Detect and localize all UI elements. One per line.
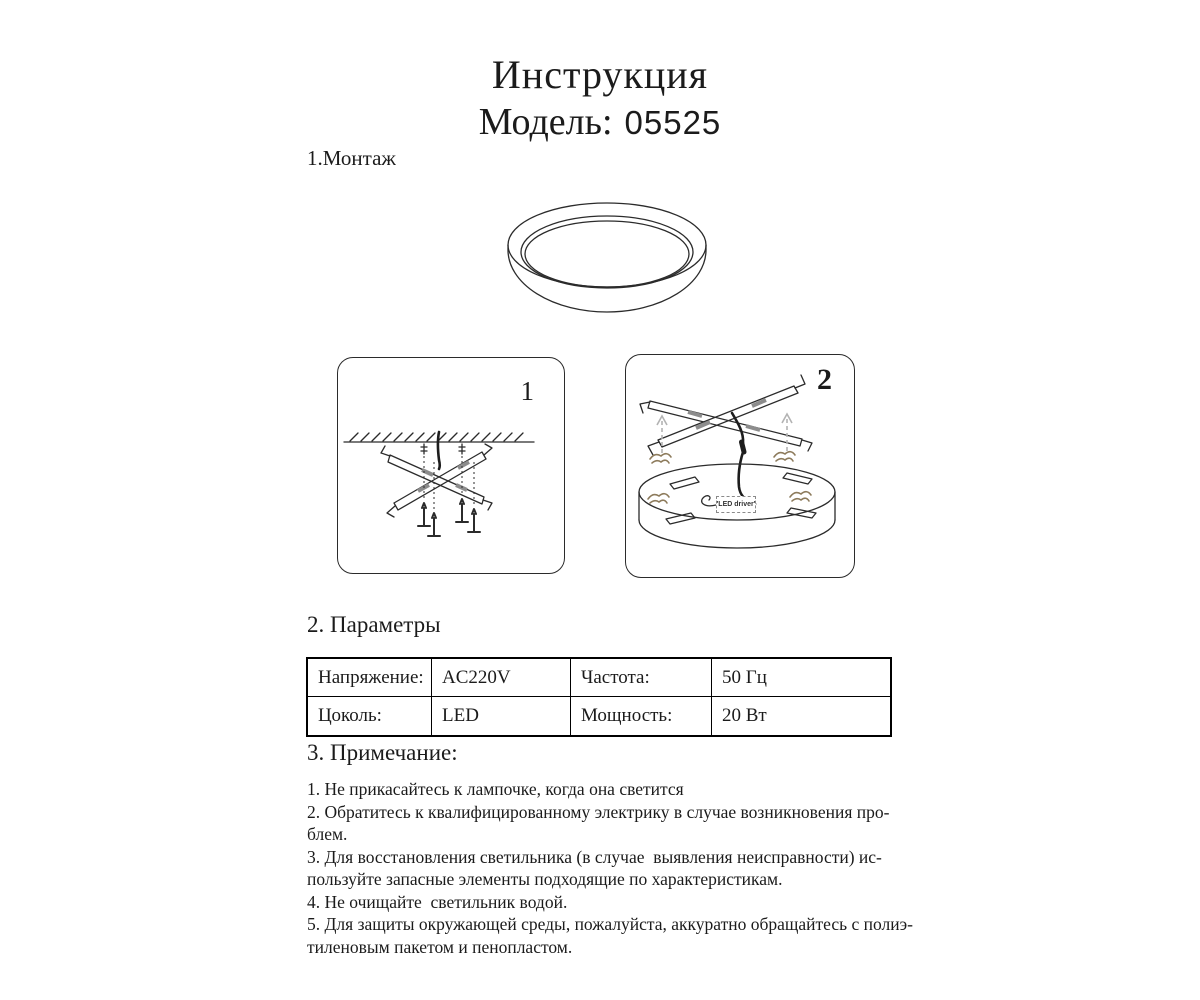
- param-label-voltage: Напряжение:: [308, 659, 432, 697]
- lift-arrow-right: [782, 414, 792, 451]
- model-line: [0, 103, 1200, 143]
- note-line: 5. Для защиты окружающей среды, пожалуйста, аккуратно обращайтесь с полиэ-: [307, 914, 913, 934]
- note-line: 2. Обратитесь к квалифицированному электрику в случае возникновения про-: [307, 801, 890, 822]
- step1-number: 1: [520, 376, 534, 406]
- model-label: Модель:: [478, 101, 613, 143]
- led-driver-label: 'LED driver': [716, 496, 756, 513]
- lamp-body-silhouette: [508, 245, 706, 312]
- note-line: 1. Не прикасайтесь к лампочке, когда она светится: [307, 779, 684, 799]
- model-number: 05525: [624, 104, 722, 141]
- page-title: Инструкция: [491, 52, 709, 97]
- note-line: пользуйте запасные элементы подходящие по характеристикам.: [307, 869, 783, 889]
- spring-clip-right: [774, 452, 795, 461]
- param-label-power: Мощность:: [571, 697, 712, 735]
- parameters-heading: 2. Параметры: [307, 612, 441, 637]
- ceiling-hatching: [350, 433, 523, 441]
- wire-connector: [742, 442, 745, 452]
- lamp-diffuser-edge: [525, 221, 689, 287]
- mounting-step2-panel: [625, 354, 855, 578]
- lamp-inner-rim: [521, 216, 693, 288]
- notes-list: [307, 778, 913, 958]
- param-label-frequency: Частота:: [571, 659, 712, 697]
- wire-lead-left: [702, 496, 716, 506]
- note-line: 3. Для восстановления светильника (в случае выявления неисправности) ис-: [307, 846, 882, 867]
- parameters-table: [306, 657, 892, 737]
- note-line: тиленовым пакетом и пенопластом.: [307, 936, 573, 957]
- notes-heading: 3. Примечание:: [307, 740, 458, 765]
- param-value-voltage: AC220V: [432, 659, 571, 697]
- base-clip-right: [790, 492, 811, 501]
- bracket-slots: [688, 400, 766, 430]
- mounting-step1-panel: [337, 357, 565, 574]
- note-line: блем.: [307, 824, 348, 844]
- param-value-power: 20 Вт: [712, 697, 890, 735]
- mounting-heading: 1.Монтаж: [307, 146, 396, 170]
- param-label-socket: Цоколь:: [308, 697, 432, 735]
- power-wire: [438, 432, 440, 469]
- mounting-bracket: [381, 444, 492, 517]
- step2-number: 2: [817, 363, 832, 396]
- param-value-frequency: 50 Гц: [712, 659, 890, 697]
- param-value-socket: LED: [432, 697, 571, 735]
- lamp-line-drawing: [505, 200, 712, 324]
- spring-clip-left: [650, 454, 671, 463]
- note-line: 4. Не очищайте светильник водой.: [307, 891, 568, 912]
- base-clip-left: [648, 494, 669, 503]
